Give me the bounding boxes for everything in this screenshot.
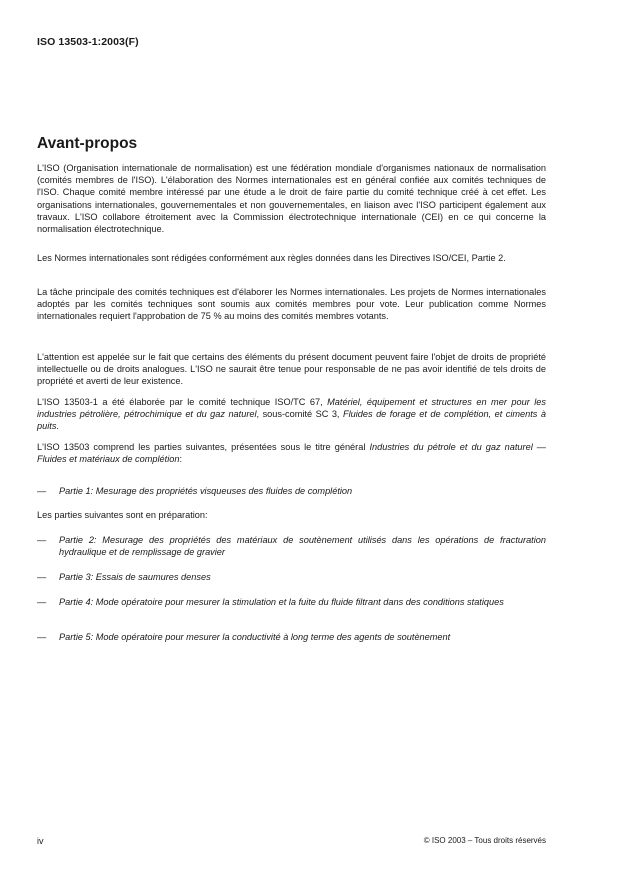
series-general-title: Industries du pétrole et du gaz naturel — Fluides et matériaux de complétion	[37, 442, 546, 465]
copyright-notice: © ISO 2003 – Tous droits réservés	[423, 836, 546, 845]
paragraph-in-preparation: Les parties suivantes sont en préparation:	[37, 510, 208, 520]
list-item-part-3	[37, 571, 546, 583]
section-title: Avant-propos	[37, 135, 138, 152]
paragraph-iso-organisation: L'ISO (Organisation internationale de normalisation) est une fédération mondiale d'organismes nationaux de normalisation (comités membres de l'ISO). L'élaboration des Normes internationales est en général confiée aux comités techniques de l'ISO. Chaque comité membre intéressé par une étude a le droit de faire partie du comité technique créé à cet effet. Les organisations internationales, gouvernementales et non gouvernementales, en liaison avec l'ISO participent également aux travaux. L'ISO collabore étroitement avec la Commission électrotechnique internationale (CEI) en ce qui concerne la normalisation électrotechnique.	[37, 163, 546, 235]
committee-title: Matériel, équipement et structures en mer pour les industries pétrolière, pétrochimique et du gaz naturel	[37, 397, 546, 420]
em-dash-bullet: —	[37, 632, 47, 642]
list-item-part-1	[37, 485, 546, 497]
em-dash-bullet: —	[37, 597, 47, 607]
em-dash-bullet: —	[37, 535, 47, 545]
part-title: Partie 5: Mode opératoire pour mesurer la conductivité à long terme des agents de soutènement	[59, 632, 451, 642]
list-item-part-5	[37, 631, 546, 643]
paragraph-series-parts	[37, 441, 546, 465]
part-title: Partie 1: Mesurage des propriétés visqueuses des fluides de complétion	[59, 486, 353, 496]
document-id-header: ISO 13503-1:2003(F)	[37, 36, 139, 48]
paragraph-directives: Les Normes internationales sont rédigées conformément aux règles données dans les Directives ISO/CEI, Partie 2.	[37, 253, 506, 263]
list-item-part-2	[37, 534, 546, 558]
series-intro-text: L'ISO 13503 comprend les parties suivantes, présentées sous le titre général	[37, 442, 370, 452]
paragraph-technical-committees: La tâche principale des comités techniques est d'élaborer les Normes internationales. Les projets de Normes internationales adoptés par les comités techniques sont soumis aux comités membres pour vote. Leur publication comme Normes internationales requiert l'approbation de 75 % au moins des comités membres votants.	[37, 287, 546, 322]
colon: :	[179, 454, 183, 465]
list-item-part-4	[37, 596, 546, 608]
paragraph-prepared-by	[37, 396, 546, 433]
prepared-by-text: L'ISO 13503-1 a été élaborée par le comité technique ISO/TC 67,	[37, 397, 328, 407]
subcommittee-title: Fluides de forage et de complétion, et ciments à puits	[37, 409, 546, 432]
em-dash-bullet: —	[37, 486, 47, 496]
period: .	[56, 421, 59, 432]
part-title: Partie 2: Mesurage des propriétés des matériaux de soutènement utilisés dans les opérations de fracturation hydraulique et de remplissage de gravier	[59, 535, 546, 558]
page-number: iv	[37, 836, 44, 846]
em-dash-bullet: —	[37, 572, 47, 582]
paragraph-patent-rights: L'attention est appelée sur le fait que certains des éléments du présent document peuvent faire l'objet de droits de propriété intellectuelle ou de droits analogues. L'ISO ne saurait être tenue pour responsable de ne pas avoir identifié de tels droits de propriété et averti de leur existence.	[37, 352, 546, 387]
part-title: Partie 4: Mode opératoire pour mesurer la stimulation et la fuite du fluide filtrant dans des conditions statiques	[59, 597, 504, 607]
subcommittee-text: , sous-comité SC 3,	[256, 409, 343, 420]
part-title: Partie 3: Essais de saumures denses	[59, 572, 211, 582]
